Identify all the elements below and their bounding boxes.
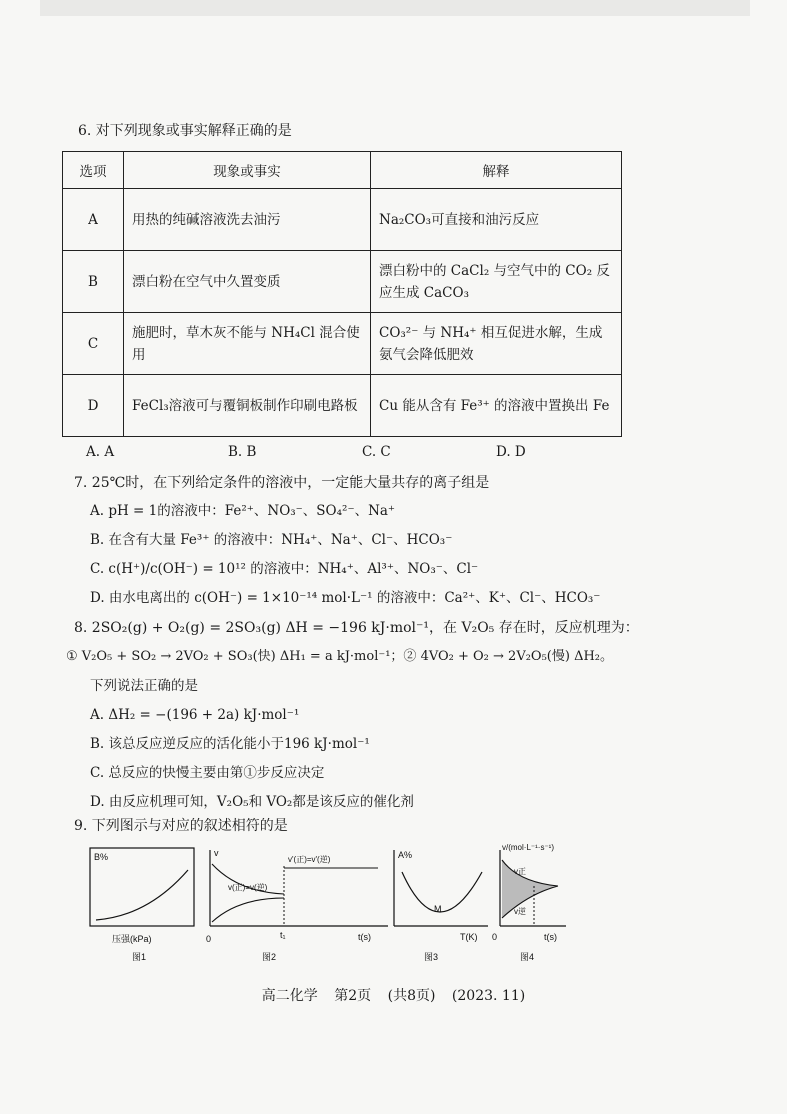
fig3-ylabel: A% — [398, 850, 413, 860]
row-explanation: Cu 能从含有 Fe³⁺ 的溶液中置换出 Fe — [371, 375, 622, 437]
fig3-curve — [402, 872, 482, 912]
fig4-lower-label: v逆 — [514, 907, 526, 916]
figure-4 — [492, 843, 566, 962]
page-footer — [0, 985, 787, 1005]
fig2-reverse-curve — [212, 898, 284, 922]
table-row — [63, 251, 622, 313]
fig1-caption: 图1 — [132, 952, 147, 962]
figure-1 — [90, 848, 211, 962]
row-key: A — [63, 189, 124, 251]
q8-prompt: 下列说法正确的是 — [90, 678, 198, 694]
q6-choice-a: A. A — [86, 444, 115, 460]
fig2-caption: 图2 — [262, 952, 277, 962]
fig4-ylabel: v/(mol·L⁻¹·s⁻¹) — [502, 843, 554, 852]
q8-option-b: B. 该总反应逆反应的活化能小于196 kJ·mol⁻¹ — [90, 736, 370, 752]
header-explanation: 解释 — [371, 152, 622, 189]
q8-option-d: D. 由反应机理可知，V₂O₅和 VO₂都是该反应的催化剂 — [90, 794, 414, 810]
fig2-ylabel: v — [214, 848, 219, 858]
q9-stem: 9. 下列图示与对应的叙述相符的是 — [74, 818, 288, 834]
footer-page: 第2页 — [334, 988, 372, 1004]
fig2-new-label: v'(正)=v'(逆) — [288, 855, 331, 864]
fig3-point: M — [434, 904, 442, 914]
fig4-xlabel: t(s) — [544, 932, 557, 942]
row-phenomenon: 施肥时，草木灰不能与 NH₄Cl 混合使用 — [124, 313, 371, 375]
header-phenomenon: 现象或事实 — [124, 152, 371, 189]
fig2-t1: t₁ — [280, 930, 286, 940]
q6-choice-b: B. B — [228, 444, 257, 460]
row-key: C — [63, 313, 124, 375]
q6-table — [62, 151, 622, 437]
row-explanation: Na₂CO₃可直接和油污反应 — [371, 189, 622, 251]
fig1-curve — [96, 870, 188, 920]
row-explanation: 漂白粉中的 CaCl₂ 与空气中的 CO₂ 反应生成 CaCO₃ — [371, 251, 622, 313]
fig1-origin: 0 — [206, 934, 212, 944]
q7-stem: 7. 25℃时，在下列给定条件的溶液中，一定能大量共存的离子组是 — [74, 475, 490, 491]
q9-figures — [88, 842, 568, 972]
fig1-ylabel: B% — [94, 852, 109, 862]
q7-option-b: B. 在含有大量 Fe³⁺ 的溶液中：NH₄⁺、Na⁺、Cl⁻、HCO₃⁻ — [90, 532, 453, 548]
footer-date: (2023. 11) — [451, 988, 526, 1004]
row-key: B — [63, 251, 124, 313]
table-header-row — [63, 152, 622, 189]
figure-3 — [394, 850, 488, 962]
q8-option-c: C. 总反应的快慢主要由第①步反应决定 — [90, 765, 325, 781]
q8-stem: 8. 2SO₂(g) + O₂(g) = 2SO₃(g) ΔH = −196 kJ·mol⁻¹，在 V₂O₅ 存在时，反应机理为： — [74, 620, 639, 636]
fig4-upper-label: v正 — [514, 867, 526, 876]
fig2-equilibrium-label: v(正)=v(逆) — [228, 883, 268, 892]
q7-option-c: C. c(H⁺)/c(OH⁻) = 10¹² 的溶液中：NH₄⁺、Al³⁺、NO₃⁻、Cl⁻ — [90, 561, 479, 577]
q8-mechanism: ① V₂O₅ + SO₂ → 2VO₂ + SO₃(快) ΔH₁ = a kJ·mol⁻¹；② 4VO₂ + O₂ → 2V₂O₅(慢) ΔH₂。 — [66, 649, 614, 664]
fig4-caption: 图4 — [520, 952, 535, 962]
footer-total: (共8页) — [387, 988, 436, 1004]
fig2-xlabel: t(s) — [358, 932, 371, 942]
row-key: D — [63, 375, 124, 437]
table-row — [63, 313, 622, 375]
q6-choice-c: C. C — [362, 444, 391, 460]
scan-edge — [40, 0, 750, 16]
fig1-xlabel: 压强(kPa) — [112, 934, 152, 944]
q7-option-d: D. 由水电离出的 c(OH⁻) = 1×10⁻¹⁴ mol·L⁻¹ 的溶液中：Ca²⁺、K⁺、Cl⁻、HCO₃⁻ — [90, 590, 601, 606]
q6-choice-d: D. D — [496, 444, 526, 460]
q7-option-a: A. pH = 1的溶液中：Fe²⁺、NO₃⁻、SO₄²⁻、Na⁺ — [90, 503, 396, 519]
row-explanation: CO₃²⁻ 与 NH₄⁺ 相互促进水解，生成氨气会降低肥效 — [371, 313, 622, 375]
table-row — [63, 375, 622, 437]
row-phenomenon: 漂白粉在空气中久置变质 — [124, 251, 371, 313]
header-option: 选项 — [63, 152, 124, 189]
fig3-xlabel: T(K) — [460, 932, 478, 942]
q8-option-a: A. ΔH₂ = −(196 + 2a) kJ·mol⁻¹ — [90, 707, 300, 723]
fig4-origin: 0 — [492, 932, 498, 942]
table-row — [63, 189, 622, 251]
q6-stem: 6. 对下列现象或事实解释正确的是 — [78, 123, 292, 139]
footer-subject: 高二化学 — [261, 988, 318, 1004]
figure-2 — [210, 848, 388, 962]
row-phenomenon: FeCl₃溶液可与覆铜板制作印刷电路板 — [124, 375, 371, 437]
row-phenomenon: 用热的纯碱溶液洗去油污 — [124, 189, 371, 251]
fig3-caption: 图3 — [424, 952, 439, 962]
